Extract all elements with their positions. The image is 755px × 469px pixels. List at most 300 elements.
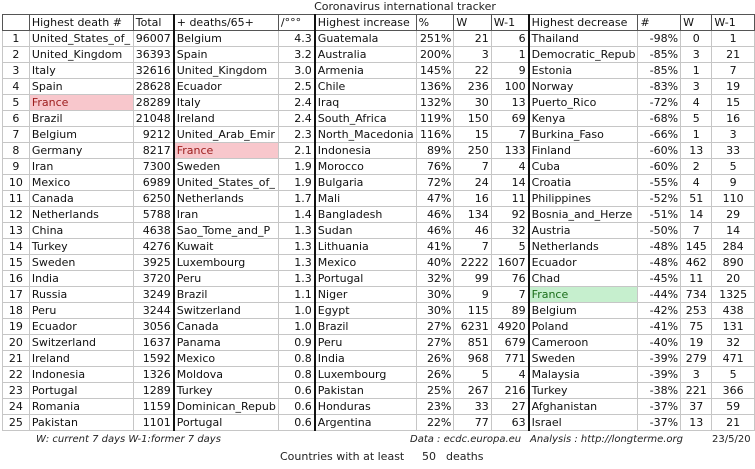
cell-decrease-country[interactable]: Poland [529, 319, 638, 335]
cell-ratio-value[interactable]: 2.4 [278, 111, 314, 127]
cell-ratio-value[interactable]: 2.5 [278, 79, 314, 95]
cell-decrease-pct[interactable]: -37% [638, 399, 681, 415]
cell-death-total[interactable]: 3249 [133, 287, 174, 303]
header-decrease-w1[interactable]: W-1 [712, 15, 755, 31]
header-deaths-65plus[interactable]: + deaths/65+ [174, 15, 279, 31]
cell-ratio-value[interactable]: 2.3 [278, 127, 314, 143]
cell-decrease-country[interactable]: Cameroon [529, 335, 638, 351]
cell-increase-w1[interactable]: 69 [491, 111, 528, 127]
cell-decrease-w[interactable]: 221 [681, 383, 712, 399]
cell-increase-country[interactable]: Lithuania [315, 239, 416, 255]
cell-ratio-country[interactable]: Ecuador [174, 79, 279, 95]
cell-decrease-w[interactable]: 13 [681, 415, 712, 431]
cell-increase-w[interactable]: 851 [454, 335, 491, 351]
cell-increase-w1[interactable]: 1607 [491, 255, 528, 271]
cell-rank[interactable]: 5 [3, 95, 30, 111]
cell-ratio-value[interactable]: 1.3 [278, 271, 314, 287]
cell-increase-w1[interactable]: 14 [491, 175, 528, 191]
cell-death-total[interactable]: 5788 [133, 207, 174, 223]
cell-death-country[interactable]: Romania [29, 399, 133, 415]
cell-increase-w[interactable]: 7 [454, 159, 491, 175]
cell-increase-w1[interactable]: 4 [491, 367, 528, 383]
cell-increase-pct[interactable]: 30% [416, 303, 454, 319]
cell-death-country[interactable]: Spain [29, 79, 133, 95]
cell-increase-pct[interactable]: 32% [416, 271, 454, 287]
cell-death-total[interactable]: 3720 [133, 271, 174, 287]
cell-increase-pct[interactable]: 46% [416, 207, 454, 223]
cell-death-country[interactable]: China [29, 223, 133, 239]
cell-ratio-value[interactable]: 1.3 [278, 255, 314, 271]
cell-decrease-country[interactable]: Chad [529, 271, 638, 287]
cell-rank[interactable]: 21 [3, 351, 30, 367]
cell-ratio-value[interactable]: 0.8 [278, 367, 314, 383]
cell-increase-country[interactable]: Indonesia [315, 143, 416, 159]
cell-increase-country[interactable]: South_Africa [315, 111, 416, 127]
cell-decrease-w[interactable]: 0 [681, 31, 712, 47]
cell-decrease-w[interactable]: 7 [681, 223, 712, 239]
cell-decrease-w1[interactable]: 284 [712, 239, 755, 255]
cell-decrease-pct[interactable]: -60% [638, 143, 681, 159]
cell-increase-pct[interactable]: 22% [416, 415, 454, 431]
cell-increase-w1[interactable]: 89 [491, 303, 528, 319]
cell-decrease-pct[interactable]: -39% [638, 351, 681, 367]
cell-death-country[interactable]: Mexico [29, 175, 133, 191]
cell-increase-country[interactable]: Bulgaria [315, 175, 416, 191]
cell-decrease-pct[interactable]: -39% [638, 367, 681, 383]
cell-decrease-w[interactable]: 145 [681, 239, 712, 255]
cell-increase-country[interactable]: Morocco [315, 159, 416, 175]
cell-decrease-w[interactable]: 3 [681, 47, 712, 63]
cell-death-total[interactable]: 9212 [133, 127, 174, 143]
cell-decrease-w[interactable]: 11 [681, 271, 712, 287]
cell-rank[interactable]: 8 [3, 143, 30, 159]
cell-death-total[interactable]: 96007 [133, 31, 174, 47]
cell-rank[interactable]: 16 [3, 271, 30, 287]
cell-decrease-country[interactable]: France [529, 287, 638, 303]
cell-death-total[interactable]: 4276 [133, 239, 174, 255]
cell-ratio-value[interactable]: 3.2 [278, 47, 314, 63]
cell-increase-w[interactable]: 134 [454, 207, 491, 223]
cell-increase-w1[interactable]: 13 [491, 95, 528, 111]
cell-ratio-country[interactable]: France [174, 143, 279, 159]
cell-increase-country[interactable]: Niger [315, 287, 416, 303]
cell-ratio-country[interactable]: Spain [174, 47, 279, 63]
cell-death-country[interactable]: Germany [29, 143, 133, 159]
cell-increase-w[interactable]: 7 [454, 239, 491, 255]
header-increase-w1[interactable]: W-1 [491, 15, 528, 31]
cell-decrease-w[interactable]: 3 [681, 79, 712, 95]
header-increase-w[interactable]: W [454, 15, 491, 31]
cell-ratio-country[interactable]: Netherlands [174, 191, 279, 207]
cell-decrease-w[interactable]: 75 [681, 319, 712, 335]
cell-decrease-w1[interactable]: 20 [712, 271, 755, 287]
cell-rank[interactable]: 9 [3, 159, 30, 175]
cell-decrease-pct[interactable]: -45% [638, 271, 681, 287]
cell-decrease-w1[interactable]: 29 [712, 207, 755, 223]
cell-decrease-w[interactable]: 4 [681, 95, 712, 111]
cell-ratio-value[interactable]: 0.9 [278, 335, 314, 351]
cell-decrease-country[interactable]: Austria [529, 223, 638, 239]
cell-decrease-pct[interactable]: -83% [638, 79, 681, 95]
cell-decrease-w[interactable]: 253 [681, 303, 712, 319]
cell-death-total[interactable]: 28628 [133, 79, 174, 95]
cell-decrease-w[interactable]: 13 [681, 143, 712, 159]
cell-death-total[interactable]: 3925 [133, 255, 174, 271]
cell-increase-w1[interactable]: 9 [491, 63, 528, 79]
cell-increase-pct[interactable]: 26% [416, 367, 454, 383]
cell-decrease-country[interactable]: Croatia [529, 175, 638, 191]
cell-death-total[interactable]: 1159 [133, 399, 174, 415]
cell-decrease-w1[interactable]: 21 [712, 47, 755, 63]
cell-ratio-country[interactable]: Peru [174, 271, 279, 287]
cell-decrease-pct[interactable]: -98% [638, 31, 681, 47]
cell-decrease-w[interactable]: 2 [681, 159, 712, 175]
cell-decrease-w[interactable]: 462 [681, 255, 712, 271]
cell-ratio-country[interactable]: Switzerland [174, 303, 279, 319]
cell-decrease-pct[interactable]: -37% [638, 415, 681, 431]
header-highest-decrease[interactable]: Highest decrease [529, 15, 638, 31]
cell-decrease-pct[interactable]: -72% [638, 95, 681, 111]
cell-decrease-w1[interactable]: 471 [712, 351, 755, 367]
cell-rank[interactable]: 24 [3, 399, 30, 415]
cell-decrease-w[interactable]: 5 [681, 111, 712, 127]
cell-decrease-country[interactable]: Cuba [529, 159, 638, 175]
cell-increase-country[interactable]: Australia [315, 47, 416, 63]
cell-ratio-country[interactable]: Belgium [174, 31, 279, 47]
cell-increase-w[interactable]: 22 [454, 63, 491, 79]
cell-decrease-country[interactable]: Thailand [529, 31, 638, 47]
cell-rank[interactable]: 15 [3, 255, 30, 271]
cell-increase-w[interactable]: 968 [454, 351, 491, 367]
cell-rank[interactable]: 23 [3, 383, 30, 399]
cell-decrease-w1[interactable]: 9 [712, 175, 755, 191]
cell-increase-pct[interactable]: 89% [416, 143, 454, 159]
cell-death-country[interactable]: United_States_of_ [29, 31, 133, 47]
cell-decrease-w1[interactable]: 110 [712, 191, 755, 207]
cell-death-country[interactable]: Belgium [29, 127, 133, 143]
cell-death-total[interactable]: 6989 [133, 175, 174, 191]
cell-increase-w1[interactable]: 100 [491, 79, 528, 95]
cell-decrease-pct[interactable]: -85% [638, 63, 681, 79]
cell-increase-pct[interactable]: 25% [416, 383, 454, 399]
cell-decrease-country[interactable]: Democratic_Repub [529, 47, 638, 63]
cell-rank[interactable]: 22 [3, 367, 30, 383]
cell-decrease-pct[interactable]: -51% [638, 207, 681, 223]
cell-ratio-country[interactable]: Turkey [174, 383, 279, 399]
cell-decrease-w1[interactable]: 5 [712, 159, 755, 175]
cell-ratio-value[interactable]: 0.8 [278, 351, 314, 367]
cell-decrease-w1[interactable]: 32 [712, 335, 755, 351]
cell-rank[interactable]: 17 [3, 287, 30, 303]
header-decrease-pct[interactable]: # [638, 15, 681, 31]
cell-ratio-country[interactable]: Italy [174, 95, 279, 111]
cell-death-country[interactable]: United_Kingdom [29, 47, 133, 63]
cell-death-country[interactable]: Pakistan [29, 415, 133, 431]
cell-increase-country[interactable]: Mali [315, 191, 416, 207]
cell-increase-w[interactable]: 6231 [454, 319, 491, 335]
cell-increase-w[interactable]: 3 [454, 47, 491, 63]
header-per-mille[interactable]: /°°° [278, 15, 314, 31]
cell-increase-pct[interactable]: 40% [416, 255, 454, 271]
cell-rank[interactable]: 1 [3, 31, 30, 47]
cell-increase-w1[interactable]: 92 [491, 207, 528, 223]
cell-ratio-country[interactable]: United_Kingdom [174, 63, 279, 79]
cell-increase-country[interactable]: Sudan [315, 223, 416, 239]
cell-ratio-country[interactable]: Iran [174, 207, 279, 223]
cell-increase-w1[interactable]: 679 [491, 335, 528, 351]
cell-death-country[interactable]: Canada [29, 191, 133, 207]
cell-increase-pct[interactable]: 23% [416, 399, 454, 415]
cell-death-country[interactable]: Indonesia [29, 367, 133, 383]
cell-decrease-pct[interactable]: -38% [638, 383, 681, 399]
cell-increase-w1[interactable]: 63 [491, 415, 528, 431]
cell-increase-w1[interactable]: 216 [491, 383, 528, 399]
cell-increase-pct[interactable]: 27% [416, 335, 454, 351]
cell-increase-country[interactable]: Portugal [315, 271, 416, 287]
cell-ratio-value[interactable]: 1.9 [278, 175, 314, 191]
cell-increase-w[interactable]: 15 [454, 127, 491, 143]
cell-decrease-w1[interactable]: 21 [712, 415, 755, 431]
cell-decrease-w1[interactable]: 1 [712, 31, 755, 47]
header-highest-death[interactable]: Highest death # [29, 15, 133, 31]
cell-increase-w[interactable]: 267 [454, 383, 491, 399]
cell-decrease-w[interactable]: 1 [681, 127, 712, 143]
cell-death-country[interactable]: Iran [29, 159, 133, 175]
cell-increase-w1[interactable]: 771 [491, 351, 528, 367]
cell-increase-pct[interactable]: 41% [416, 239, 454, 255]
cell-decrease-w[interactable]: 1 [681, 63, 712, 79]
cell-rank[interactable]: 2 [3, 47, 30, 63]
cell-decrease-w1[interactable]: 14 [712, 223, 755, 239]
cell-decrease-w1[interactable]: 131 [712, 319, 755, 335]
cell-ratio-value[interactable]: 0.6 [278, 399, 314, 415]
cell-increase-country[interactable]: Egypt [315, 303, 416, 319]
cell-death-country[interactable]: Italy [29, 63, 133, 79]
cell-ratio-value[interactable]: 1.4 [278, 207, 314, 223]
cell-death-total[interactable]: 1592 [133, 351, 174, 367]
cell-decrease-w1[interactable]: 3 [712, 127, 755, 143]
cell-decrease-country[interactable]: Turkey [529, 383, 638, 399]
cell-increase-pct[interactable]: 132% [416, 95, 454, 111]
cell-ratio-value[interactable]: 2.4 [278, 95, 314, 111]
cell-rank[interactable]: 10 [3, 175, 30, 191]
cell-death-country[interactable]: Portugal [29, 383, 133, 399]
cell-ratio-value[interactable]: 4.3 [278, 31, 314, 47]
cell-decrease-w1[interactable]: 366 [712, 383, 755, 399]
cell-ratio-country[interactable]: United_States_of_ [174, 175, 279, 191]
header-increase-pct[interactable]: % [416, 15, 454, 31]
cell-decrease-pct[interactable]: -55% [638, 175, 681, 191]
cell-decrease-pct[interactable]: -48% [638, 255, 681, 271]
cell-increase-country[interactable]: North_Macedonia [315, 127, 416, 143]
cell-death-total[interactable]: 36393 [133, 47, 174, 63]
cell-death-country[interactable]: India [29, 271, 133, 287]
cell-ratio-value[interactable]: 1.9 [278, 159, 314, 175]
cell-increase-w1[interactable]: 4 [491, 159, 528, 175]
cell-increase-country[interactable]: Iraq [315, 95, 416, 111]
cell-increase-w[interactable]: 2222 [454, 255, 491, 271]
cell-increase-w[interactable]: 16 [454, 191, 491, 207]
cell-ratio-country[interactable]: United_Arab_Emir [174, 127, 279, 143]
cell-decrease-w[interactable]: 3 [681, 367, 712, 383]
cell-increase-w[interactable]: 236 [454, 79, 491, 95]
cell-death-total[interactable]: 21048 [133, 111, 174, 127]
cell-ratio-country[interactable]: Ireland [174, 111, 279, 127]
cell-decrease-w1[interactable]: 15 [712, 95, 755, 111]
cell-death-total[interactable]: 1289 [133, 383, 174, 399]
cell-decrease-w[interactable]: 51 [681, 191, 712, 207]
cell-decrease-w1[interactable]: 1325 [712, 287, 755, 303]
cell-increase-country[interactable]: Armenia [315, 63, 416, 79]
cell-increase-country[interactable]: Pakistan [315, 383, 416, 399]
cell-ratio-value[interactable]: 1.0 [278, 303, 314, 319]
cell-ratio-value[interactable]: 0.6 [278, 415, 314, 431]
cell-death-country[interactable]: France [29, 95, 133, 111]
cell-ratio-country[interactable]: Kuwait [174, 239, 279, 255]
cell-ratio-country[interactable]: Dominican_Repub [174, 399, 279, 415]
cell-increase-w[interactable]: 77 [454, 415, 491, 431]
cell-increase-country[interactable]: Mexico [315, 255, 416, 271]
cell-decrease-w1[interactable]: 7 [712, 63, 755, 79]
cell-rank[interactable]: 14 [3, 239, 30, 255]
cell-ratio-value[interactable]: 1.3 [278, 223, 314, 239]
cell-death-total[interactable]: 4638 [133, 223, 174, 239]
cell-ratio-country[interactable]: Panama [174, 335, 279, 351]
cell-death-total[interactable]: 8217 [133, 143, 174, 159]
cell-rank[interactable]: 19 [3, 319, 30, 335]
cell-decrease-w[interactable]: 734 [681, 287, 712, 303]
cell-decrease-country[interactable]: Afghanistan [529, 399, 638, 415]
cell-increase-w[interactable]: 46 [454, 223, 491, 239]
cell-decrease-pct[interactable]: -40% [638, 335, 681, 351]
cell-increase-pct[interactable]: 30% [416, 287, 454, 303]
cell-increase-country[interactable]: Luxembourg [315, 367, 416, 383]
cell-rank[interactable]: 25 [3, 415, 30, 431]
cell-ratio-value[interactable]: 1.0 [278, 319, 314, 335]
cell-death-total[interactable]: 3056 [133, 319, 174, 335]
cell-decrease-w1[interactable]: 890 [712, 255, 755, 271]
header-highest-increase[interactable]: Highest increase [315, 15, 416, 31]
cell-death-total[interactable]: 1326 [133, 367, 174, 383]
cell-increase-w1[interactable]: 32 [491, 223, 528, 239]
cell-ratio-value[interactable]: 0.6 [278, 383, 314, 399]
cell-decrease-w[interactable]: 14 [681, 207, 712, 223]
countries-threshold-value[interactable]: 50 [422, 450, 436, 463]
cell-decrease-country[interactable]: Puerto_Rico [529, 95, 638, 111]
cell-increase-w[interactable]: 150 [454, 111, 491, 127]
cell-decrease-pct[interactable]: -42% [638, 303, 681, 319]
cell-increase-pct[interactable]: 72% [416, 175, 454, 191]
cell-death-country[interactable]: Turkey [29, 239, 133, 255]
cell-increase-w[interactable]: 99 [454, 271, 491, 287]
cell-decrease-w1[interactable]: 438 [712, 303, 755, 319]
cell-increase-country[interactable]: Argentina [315, 415, 416, 431]
cell-decrease-country[interactable]: Philippines [529, 191, 638, 207]
cell-decrease-w1[interactable]: 33 [712, 143, 755, 159]
cell-death-country[interactable]: Peru [29, 303, 133, 319]
cell-increase-w1[interactable]: 7 [491, 287, 528, 303]
cell-increase-country[interactable]: Brazil [315, 319, 416, 335]
cell-increase-w[interactable]: 21 [454, 31, 491, 47]
cell-ratio-country[interactable]: Luxembourg [174, 255, 279, 271]
cell-decrease-pct[interactable]: -60% [638, 159, 681, 175]
cell-decrease-country[interactable]: Norway [529, 79, 638, 95]
cell-increase-pct[interactable]: 116% [416, 127, 454, 143]
cell-ratio-country[interactable]: Brazil [174, 287, 279, 303]
cell-rank[interactable]: 4 [3, 79, 30, 95]
cell-increase-w[interactable]: 33 [454, 399, 491, 415]
cell-death-total[interactable]: 3244 [133, 303, 174, 319]
header-decrease-w[interactable]: W [681, 15, 712, 31]
cell-decrease-w1[interactable]: 16 [712, 111, 755, 127]
cell-ratio-value[interactable]: 1.1 [278, 287, 314, 303]
cell-rank[interactable]: 18 [3, 303, 30, 319]
cell-increase-w1[interactable]: 76 [491, 271, 528, 287]
cell-ratio-value[interactable]: 1.3 [278, 239, 314, 255]
cell-rank[interactable]: 20 [3, 335, 30, 351]
cell-decrease-country[interactable]: Burkina_Faso [529, 127, 638, 143]
cell-decrease-pct[interactable]: -50% [638, 223, 681, 239]
cell-increase-pct[interactable]: 76% [416, 159, 454, 175]
cell-increase-w1[interactable]: 11 [491, 191, 528, 207]
cell-decrease-country[interactable]: Israel [529, 415, 638, 431]
cell-decrease-w1[interactable]: 59 [712, 399, 755, 415]
cell-increase-w1[interactable]: 6 [491, 31, 528, 47]
cell-decrease-pct[interactable]: -48% [638, 239, 681, 255]
cell-increase-w[interactable]: 9 [454, 287, 491, 303]
cell-increase-country[interactable]: Guatemala [315, 31, 416, 47]
cell-decrease-pct[interactable]: -85% [638, 47, 681, 63]
cell-ratio-country[interactable]: Moldova [174, 367, 279, 383]
cell-increase-pct[interactable]: 200% [416, 47, 454, 63]
cell-increase-pct[interactable]: 27% [416, 319, 454, 335]
cell-rank[interactable]: 7 [3, 127, 30, 143]
cell-increase-w1[interactable]: 7 [491, 127, 528, 143]
cell-increase-w1[interactable]: 4920 [491, 319, 528, 335]
cell-decrease-w[interactable]: 4 [681, 175, 712, 191]
cell-decrease-country[interactable]: Belgium [529, 303, 638, 319]
cell-ratio-value[interactable]: 2.1 [278, 143, 314, 159]
cell-increase-pct[interactable]: 46% [416, 223, 454, 239]
cell-decrease-country[interactable]: Sweden [529, 351, 638, 367]
cell-rank[interactable]: 3 [3, 63, 30, 79]
cell-decrease-pct[interactable]: -41% [638, 319, 681, 335]
cell-decrease-pct[interactable]: -44% [638, 287, 681, 303]
cell-death-country[interactable]: Sweden [29, 255, 133, 271]
cell-death-country[interactable]: Russia [29, 287, 133, 303]
cell-increase-pct[interactable]: 119% [416, 111, 454, 127]
cell-increase-w[interactable]: 115 [454, 303, 491, 319]
cell-ratio-value[interactable]: 1.7 [278, 191, 314, 207]
cell-death-total[interactable]: 7300 [133, 159, 174, 175]
cell-increase-pct[interactable]: 251% [416, 31, 454, 47]
cell-increase-country[interactable]: India [315, 351, 416, 367]
cell-decrease-country[interactable]: Kenya [529, 111, 638, 127]
cell-decrease-pct[interactable]: -66% [638, 127, 681, 143]
cell-death-country[interactable]: Ireland [29, 351, 133, 367]
cell-decrease-country[interactable]: Finland [529, 143, 638, 159]
cell-increase-w[interactable]: 250 [454, 143, 491, 159]
cell-decrease-country[interactable]: Estonia [529, 63, 638, 79]
cell-decrease-w[interactable]: 19 [681, 335, 712, 351]
cell-death-country[interactable]: Netherlands [29, 207, 133, 223]
cell-increase-w[interactable]: 24 [454, 175, 491, 191]
cell-death-total[interactable]: 1101 [133, 415, 174, 431]
cell-increase-w[interactable]: 30 [454, 95, 491, 111]
cell-rank[interactable]: 11 [3, 191, 30, 207]
cell-ratio-country[interactable]: Canada [174, 319, 279, 335]
cell-ratio-country[interactable]: Sao_Tome_and_P [174, 223, 279, 239]
